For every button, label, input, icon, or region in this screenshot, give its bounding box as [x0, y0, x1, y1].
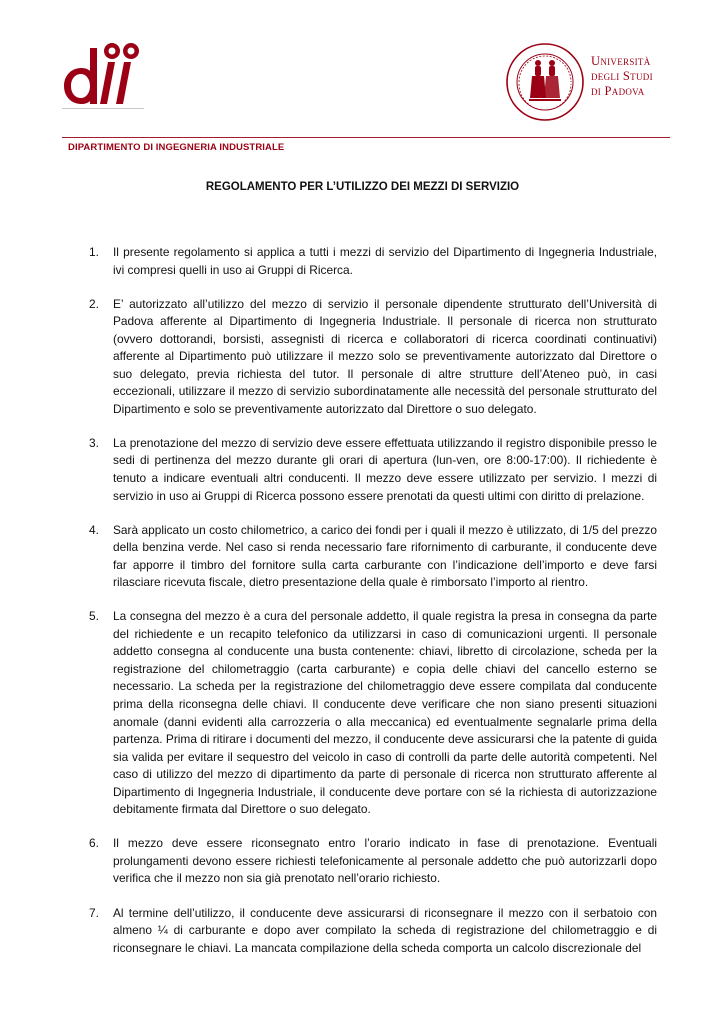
document-title: REGOLAMENTO PER L’UTILIZZO DEI MEZZI DI SERVIZIO: [205, 181, 520, 193]
item-text: La consegna del mezzo è a cura del personale addetto, il quale registra la presa in consegna da parte del richiedente e un recapito telefonico da utilizzarsi in caso di comunicazioni urgenti. Il personale addetto consegna al conducente una busta contenente: chiavi, libretto di circolazione, scheda per la registrazione del chilometraggio (carta carburante) e copia delle chiavi del cancello esterno se necessario. La scheda per la registrazione del chilometraggio deve essere compilata dal conducente prima della riconsegna delle chiavi. Il conducente deve verificare che non siano presenti situazioni anomale (danni evidenti alla carrozzeria o alla meccanica) ed eventualmente segnalarle prima della partenza. Prima di ritirare i documenti del mezzo, il conducente deve assicurarsi che la patente di guida sia valida per evitare il sequestro del veicolo in caso di controlli da parte delle autorità competenti. Nel caso di utilizzo del mezzo di dipartimento da parte di personale di ricerca non strutturato afferente al Dipartimento di Ingegneria Industriale, il conducente deve portare con sé la richiesta di autorizzazione debitamente firmata dal Direttore o suo delegato.: [113, 609, 657, 817]
page-header: [0, 0, 725, 153]
regulation-item-5: [83, 608, 657, 819]
university-seal-icon: [505, 42, 585, 122]
item-number: 1.: [89, 245, 99, 259]
item-number: 4.: [89, 522, 99, 537]
university-name-line-3: di Padova: [591, 84, 645, 98]
department-logo: [62, 42, 148, 106]
regulation-item-3: [83, 435, 657, 505]
university-name-line-2: degli Studi: [591, 69, 653, 83]
item-text: Sarà applicato un costo chilometrico, a carico dei fondi per i quali il mezzo è utilizzato, di 1/5 del prezzo della benzina verde. Nel caso si renda necessario fare rifornimento di carburante, il conducente deve far apporre il timbro del fornitore sulla carta carburante con l’indicazione dell’importo e deve farsi rilasciare ricevuta fiscale, dietro presentazione della quale è rimborsato l’importo al rientro.: [113, 522, 657, 590]
item-number: 6.: [89, 836, 99, 851]
department-name: DIPARTIMENTO DI INGEGNERIA INDUSTRIALE: [68, 142, 285, 153]
item-number: 2.: [89, 296, 99, 311]
logo-underline: [62, 108, 144, 109]
item-text: Il presente regolamento si applica a tutti i mezzi di servizio del Dipartimento di Ingegneria Industriale, ivi compresi quelli in uso ai Gruppi di Ricerca.: [113, 245, 657, 277]
item-text: Il mezzo deve essere riconsegnato entro l’orario indicato in fase di prenotazione. Eventuali prolungamenti devono essere richiesti telefonicamente al personale addetto che può autorizzarli dopo verifica che il mezzo non sia già prenotato nell’orario richiesto.: [113, 836, 657, 886]
regulation-item-7: [83, 905, 657, 958]
header-rule: [62, 137, 670, 138]
regulation-item-1: [83, 244, 657, 279]
item-number: 7.: [89, 905, 99, 920]
regulation-list: [83, 244, 657, 957]
regulation-item-2: [83, 296, 657, 419]
regulation-item-4: [83, 522, 657, 592]
item-number: 3.: [89, 435, 99, 450]
university-name-line-1: Università: [591, 54, 651, 68]
item-number: 5.: [89, 609, 99, 624]
university-name: [591, 54, 653, 99]
document-body: [83, 244, 657, 974]
item-text: La prenotazione del mezzo di servizio deve essere effettuata utilizzando il registro disponibile presso le sedi di pertinenza del mezzo durante gli orari di apertura (lun-ven, ore 8:00-17:00). Il richiedente è tenuto a indicare eventuali altri conducenti. Il mezzo deve essere utilizzato per servizio. I mezzi di servizio in uso ai Gruppi di Ricerca possono essere prenotati da questi ultimi con diritto di prelazione.: [113, 435, 657, 503]
item-text: Al termine dell’utilizzo, il conducente deve assicurarsi di riconsegnare il mezzo con il serbatoio con almeno ¼ di carburante e dopo aver compilato la scheda di registrazione del chilometraggio e di riconsegnare le chiavi. La mancata compilazione della scheda comporta un calcolo discrezionale del: [113, 905, 657, 955]
item-text: E’ autorizzato all’utilizzo del mezzo di servizio il personale dipendente strutturato dell’Università di Padova afferente al Dipartimento di Ingegneria Industriale. Il personale di ricerca non strutturato (ovvero dottorandi, borsisti, assegnisti di ricerca e collaboratori di ricerca coordinati continuativi) afferente al Dipartimento può utilizzare il mezzo solo se preventivamente autorizzato dal Direttore o suo delegato, previa richiesta del tutor. Il personale di altre strutture dell’Ateneo può, in casi eccezionali, utilizzare il mezzo di servizio subordinatamente alle necessità del personale strutturato del Dipartimento e solo se preventivamente autorizzato dal Direttore o suo delegato.: [113, 296, 657, 416]
regulation-item-6: [83, 835, 657, 888]
